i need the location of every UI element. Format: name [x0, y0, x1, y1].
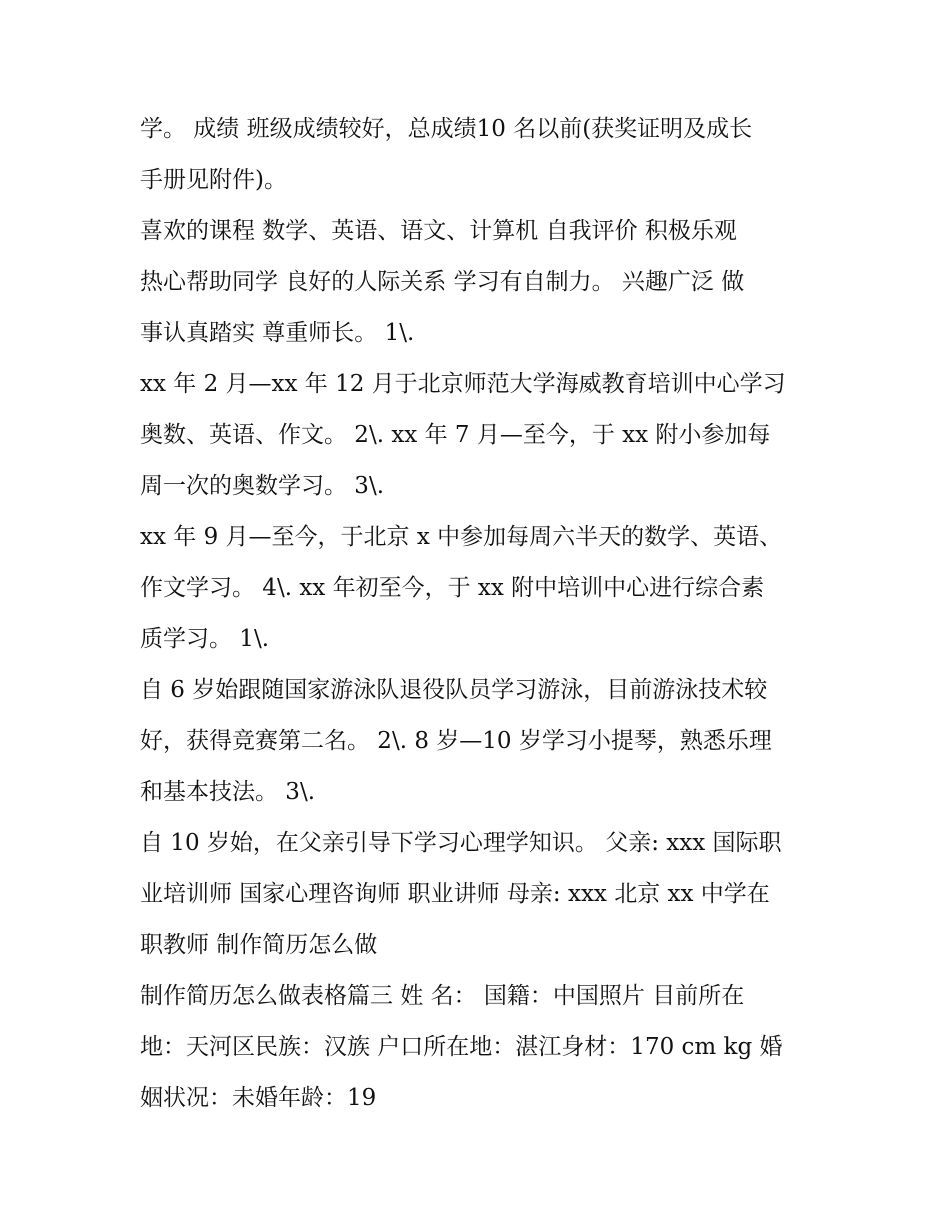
text-line: 手册见附件)。	[140, 167, 287, 193]
text-line: xx 年 9 月—至今，于北京 x 中参加每周六半天的数学、英语、	[140, 524, 783, 550]
text-line: 学。 成绩 班级成绩较好，总成绩10 名以前(获奖证明及成长	[140, 116, 753, 142]
text-line: 制作简历怎么做表格篇三 姓 名： 国籍：中国照片 目前所在	[140, 983, 745, 1009]
text-line: xx 年 2 月—xx 年 12 月于北京师范大学海威教育培训中心学习	[140, 371, 786, 397]
text-line: 质学习。 1\.	[140, 626, 270, 652]
text-line: 奥数、英语、作文。 2\. xx 年 7 月—至今，于 xx 附小参加每	[140, 422, 771, 448]
text-line: 周一次的奥数学习。 3\.	[140, 473, 385, 499]
text-line: 姻状况：未婚年龄：19	[140, 1085, 377, 1111]
text-line: 业培训师 国家心理咨询师 职业讲师 母亲: xxx 北京 xx 中学在	[140, 881, 770, 907]
text-line: 作文学习。 4\. xx 年初至今，于 xx 附中培训中心进行综合素	[140, 575, 765, 601]
text-line: 地：天河区民族：汉族 户口所在地：湛江身材：170 cm kg 婚	[140, 1034, 783, 1060]
text-line: 热心帮助同学 良好的人际关系 学习有自制力。 兴趣广泛 做	[140, 269, 745, 295]
text-line: 职教师 制作简历怎么做	[140, 932, 378, 958]
text-line: 和基本技法。 3\.	[140, 779, 316, 805]
text-line: 好，获得竞赛第二名。 2\. 8 岁—10 岁学习小提琴，熟悉乐理	[140, 728, 772, 754]
text-line: 事认真踏实 尊重师长。 1\.	[140, 320, 415, 346]
text-line: 喜欢的课程 数学、英语、语文、计算机 自我评价 积极乐观	[140, 218, 737, 244]
document-body	[140, 104, 820, 1124]
text-line: 自 10 岁始，在父亲引导下学习心理学知识。 父亲: xxx 国际职	[140, 830, 782, 856]
text-line: 自 6 岁始跟随国家游泳队退役队员学习游泳，目前游泳技术较	[140, 677, 768, 703]
